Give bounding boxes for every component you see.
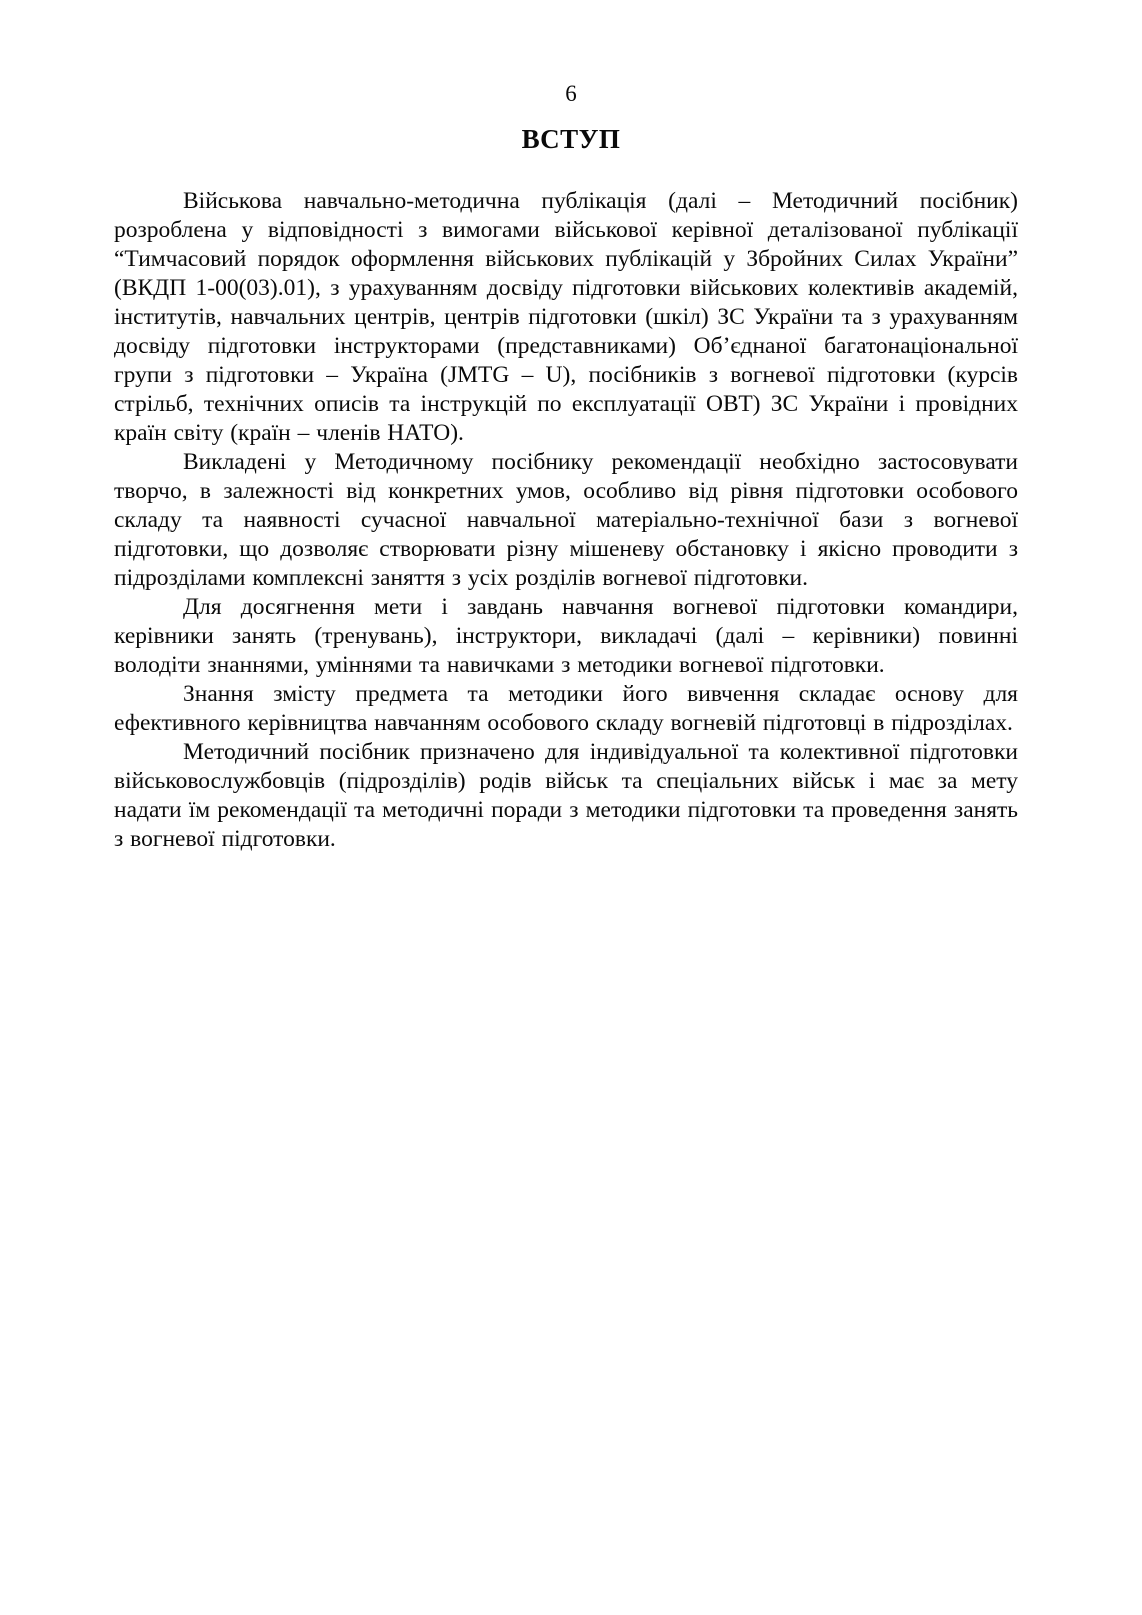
paragraph-4: Знання змісту предмета та методики його вивчення складає основу для ефективного керівництва навчанням особового складу вогневій підготовці в підрозділах.: [114, 681, 1018, 736]
page-number: 6: [565, 81, 577, 106]
paragraph-2: Викладені у Методичному посібнику рекомендації необхідно застосовувати творчо, в залежності від конкретних умов, особливо від рівня підготовки особового складу та наявності сучасної навчальної матеріально-технічної бази з вогневої підготовки, що дозволяє створювати різну мішеневу обстановку і якісно проводити з підрозділами комплексні заняття з усіх розділів вогневої підготовки.: [114, 449, 1018, 591]
paragraph-5: Методичний посібник призначено для індивідуальної та колективної підготовки військовослужбовців (підрозділів) родів військ та спеціальних військ і має за мету надати їм рекомендації та методичні поради з методики підготовки та проведення занять з вогневої підготовки.: [114, 739, 1018, 852]
document-body: [114, 187, 1018, 854]
page-title: ВСТУП: [521, 124, 621, 154]
paragraph-1: Військова навчально-методична публікація (далі – Методичний посібник) розроблена у відповідності з вимогами військової керівної деталізованої публікації “Тимчасовий порядок оформлення військових публікацій у Збройних Силах України” (ВКДП 1-00(03).01), з урахуванням досвіду підготовки військових колективів академій, інститутів, навчальних центрів, центрів підготовки (шкіл) ЗС України та з урахуванням досвіду підготовки інструкторами (представниками) Об’єднаної багатонаціональної групи з підготовки – Україна (JMTG – U), посібників з вогневої підготовки (курсів стрільб, технічних описів та інструкцій по експлуатації ОВТ) ЗС України і провідних країн світу (країн – членів НАТО).: [114, 188, 1018, 446]
paragraph-3: Для досягнення мети і завдань навчання вогневої підготовки командири, керівники занять (тренувань), інструктори, викладачі (далі – керівники) повинні володіти знаннями, уміннями та навичками з методики вогневої підготовки.: [114, 594, 1018, 678]
